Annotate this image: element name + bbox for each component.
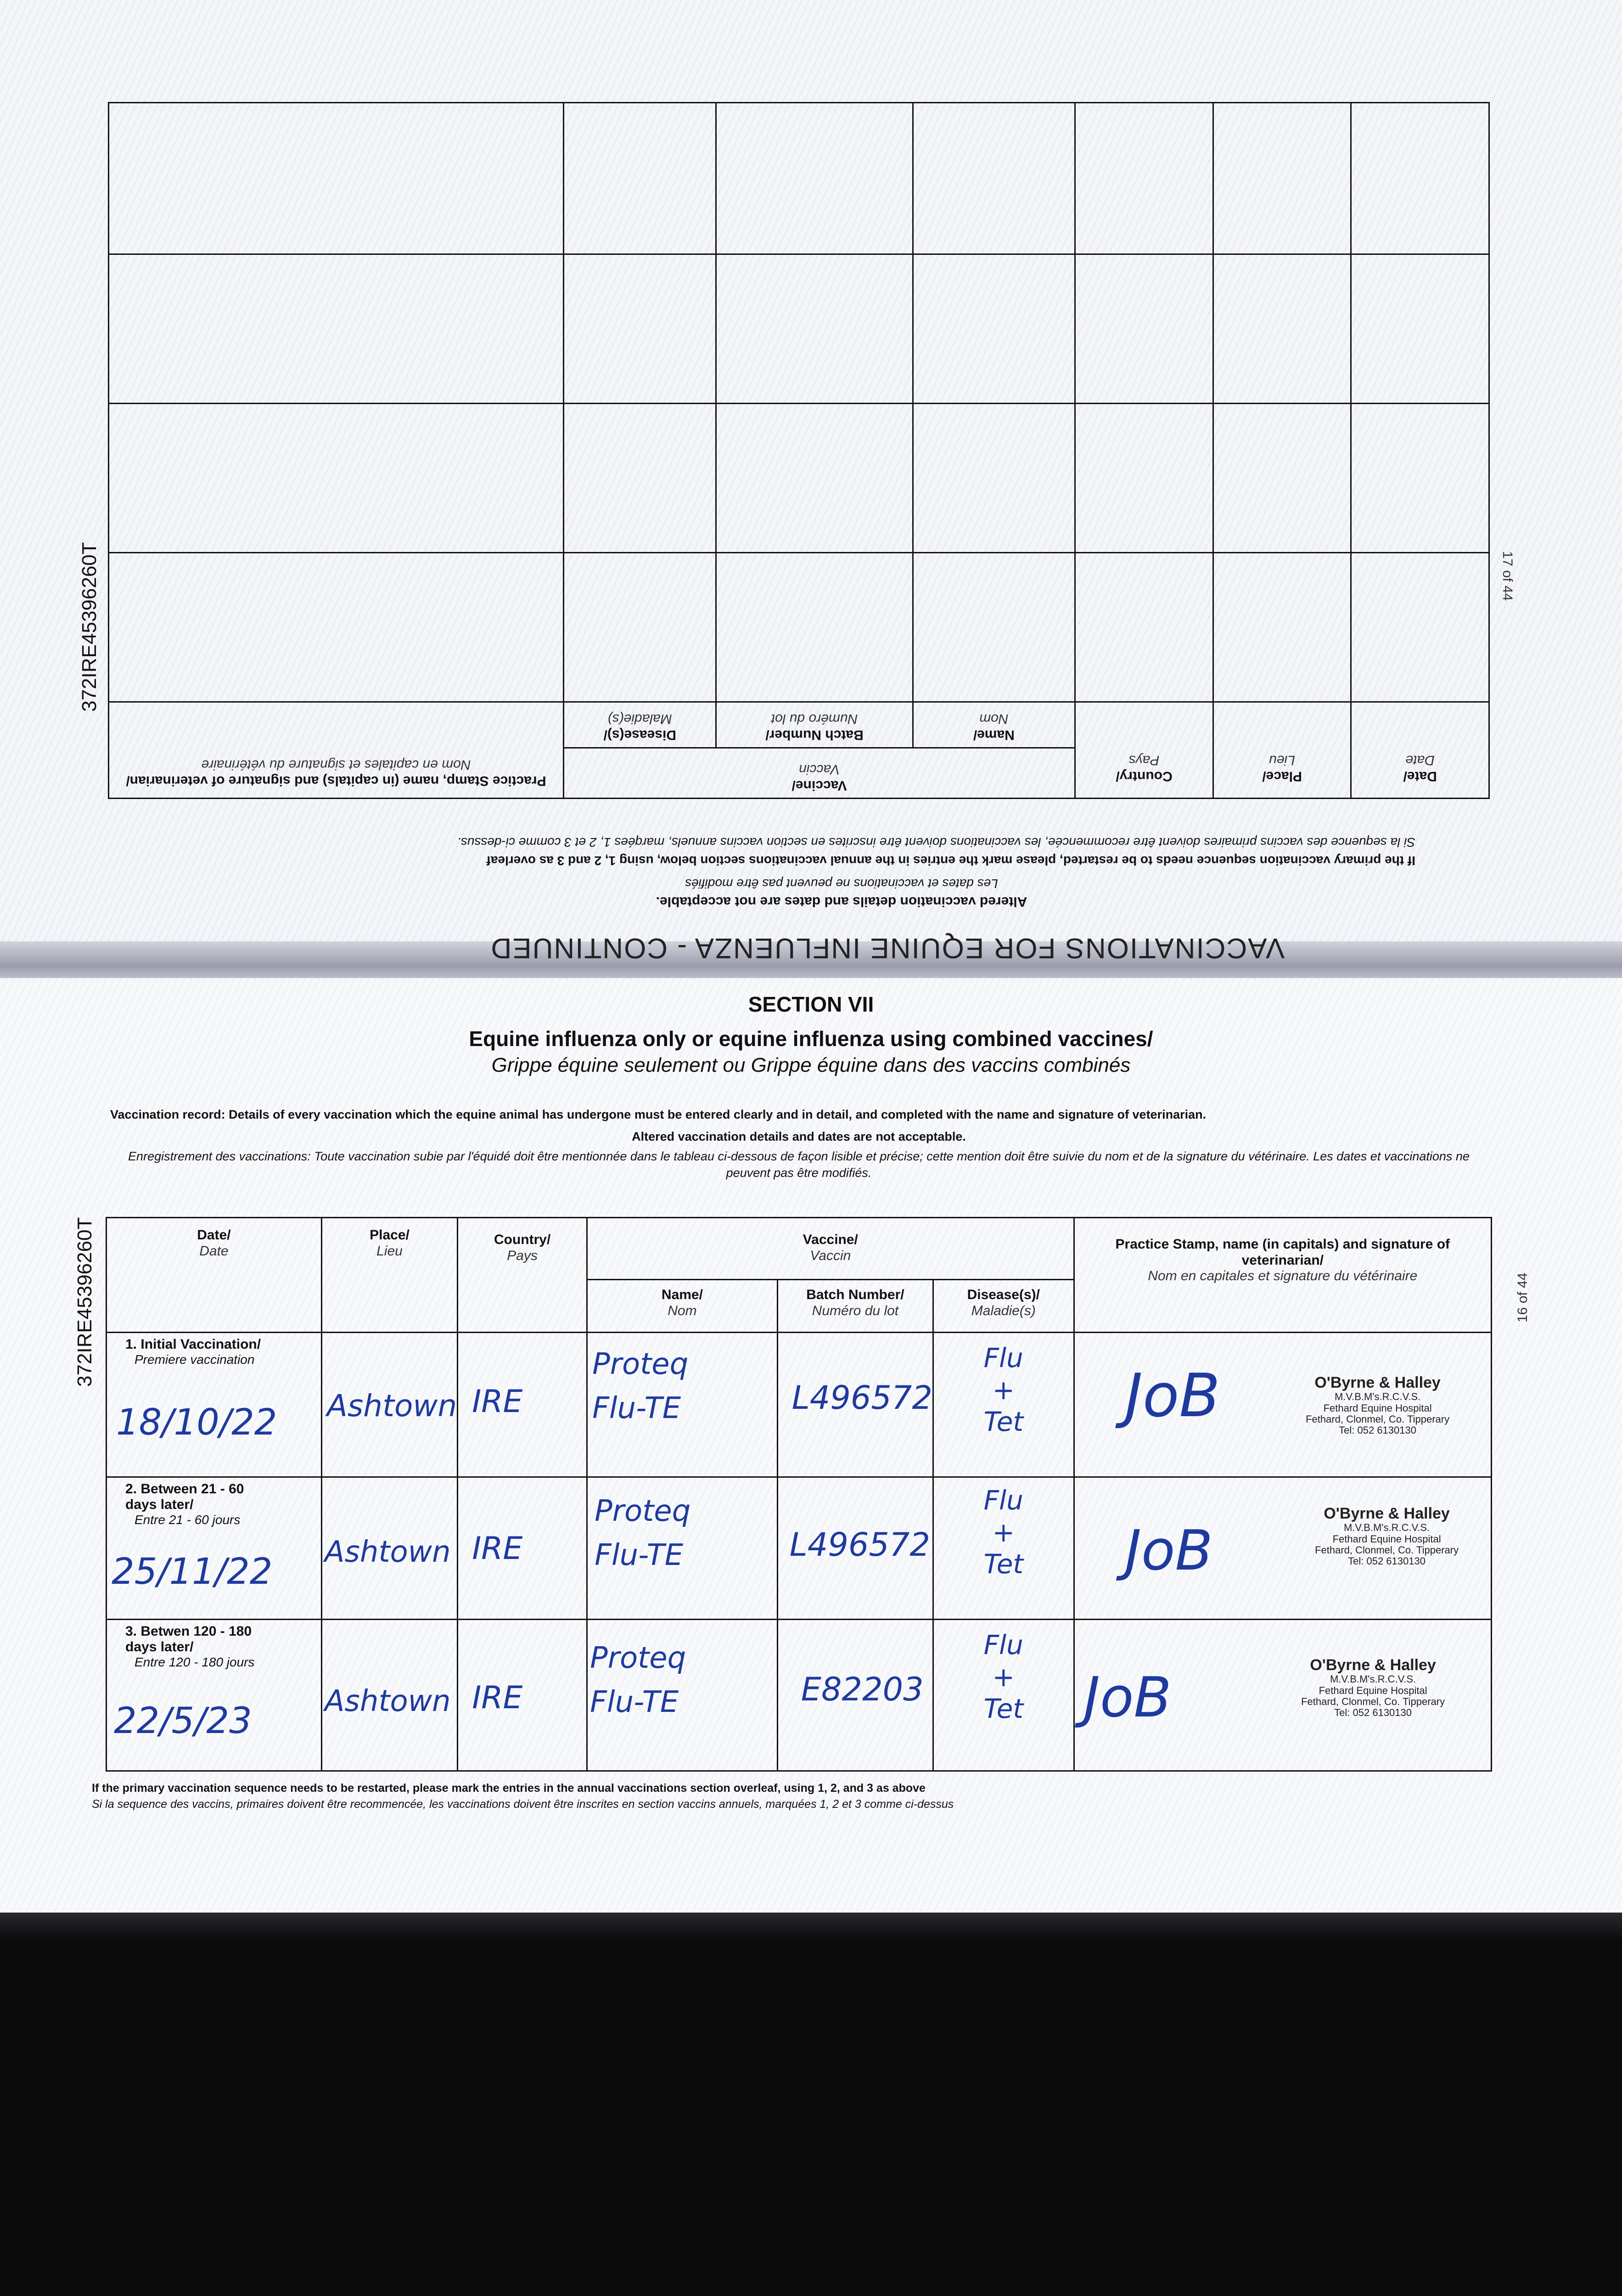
section-subtitle-en: Equine influenza only or equine influenza using combined vaccines/ [469, 1027, 1153, 1051]
row-3-country-cell [458, 1620, 587, 1771]
row-name-line-1: Proteq [595, 1494, 691, 1528]
vaccination-table [106, 1217, 1492, 1772]
header-name-fr: Nom [668, 1303, 697, 1318]
header-place [321, 1218, 457, 1333]
stamp-quals: M.V.B.M's.R.C.V.S. [1334, 1391, 1421, 1403]
record-en-2: Altered vaccination details and dates are not acceptable. [632, 1130, 966, 1143]
top-table-row [109, 404, 1489, 553]
header-vaccine-fr: Vaccin [810, 1248, 851, 1263]
header-name-en: Name/ [661, 1287, 703, 1302]
row-date: 25/11/22 [112, 1551, 273, 1593]
top-header-disease-en: Disease(s)/ [603, 727, 676, 743]
bottom-page-id: 372IRE45396260T [73, 1217, 96, 1387]
row-date: 22/5/23 [114, 1700, 252, 1742]
practice-stamp [1291, 1657, 1456, 1718]
row-1-date-cell [107, 1333, 322, 1477]
row-label: 1. Initial Vaccination/ [125, 1337, 261, 1352]
cover-edge [0, 1913, 1622, 1940]
top-table-row [109, 103, 1489, 254]
row-country: IRE [472, 1384, 523, 1420]
top-page-number: 17 of 44 [1500, 551, 1515, 601]
passport-cover [0, 1913, 1622, 2296]
row-date: 18/10/22 [116, 1402, 277, 1443]
top-header-name-en: Name/ [973, 727, 1015, 743]
row-disease-line-3: Tet [983, 1406, 1024, 1438]
row-country: IRE [472, 1680, 523, 1716]
row-1-name-cell [587, 1333, 778, 1477]
footer-en: If the primary vaccination sequence needs to be restarted, please mark the entries in the annual vaccinations section overleaf, using 1, 2, and 3 as above [92, 1782, 926, 1795]
header-vaccine [587, 1218, 1074, 1280]
row-label-fr: Entre 120 - 180 jours [135, 1655, 255, 1669]
stamp-hospital: Fethard Equine Hospital [1319, 1684, 1427, 1696]
top-table-row [109, 254, 1489, 404]
row-2-name-cell [587, 1477, 778, 1620]
row-3-disease-cell [933, 1620, 1074, 1771]
stamp-hospital: Fethard Equine Hospital [1323, 1402, 1432, 1414]
header-date-fr: Date [199, 1243, 229, 1259]
row-place: Ashtown [324, 1684, 451, 1718]
row-label: 3. Betwen 120 - 180 days later/ [125, 1624, 252, 1654]
top-page-table-wrap [108, 103, 1490, 799]
stamp-tel: Tel: 052 6130130 [1334, 1706, 1412, 1718]
vet-signature: JoB [1125, 1519, 1213, 1583]
row-disease-line-1: Flu [983, 1342, 1023, 1373]
header-place-fr: Lieu [376, 1243, 403, 1259]
top-header-place [1213, 702, 1351, 799]
row-disease-line-2: + [992, 1374, 1015, 1406]
top-page-restart-en: If the primary vaccination sequence needs to be restarted, please mark the entries in the annual vaccinations section below, using 1, 2 and 3 as overleaf [486, 854, 1415, 868]
row-2-country-cell [458, 1477, 587, 1620]
top-header-place-fr: Lieu [1269, 753, 1295, 768]
row-name-line-2: Flu-TE [592, 1391, 681, 1425]
top-page-restart-fr: Si la sequence des vaccins primaires doivent être recommencée, les vaccinations doivent être inscrites en section vaccins annuels, marqées 1, 2 et 3 comme ci-dessus. [457, 835, 1415, 850]
top-header-country-en: Country/ [1116, 769, 1173, 784]
top-header-disease [564, 702, 716, 748]
header-country-en: Country/ [494, 1232, 551, 1247]
record-en: Vaccination record: Details of every vaccination which the equine animal has undergone must be entered clearly and in detail, and completed with the name and signature of veterinarian. [110, 1108, 1207, 1121]
row-2-date-cell [107, 1477, 322, 1620]
stamp-address: Fethard, Clonmel, Co. Tipperary [1315, 1544, 1459, 1556]
row-1-disease-cell [933, 1333, 1074, 1477]
top-page-altered-fr: Les dates et vaccinations ne peuvent pas être modifiés [685, 877, 998, 891]
header-place-en: Place/ [370, 1227, 410, 1243]
row-country: IRE [472, 1531, 523, 1567]
stamp-tel: Tel: 052 6130130 [1348, 1555, 1426, 1567]
top-header-vaccine-en: Vaccine/ [791, 778, 847, 793]
top-page-heading: VACCINATIONS FOR EQUINE INFLUENZA - CONTINUED [490, 932, 1285, 964]
row-2-stamp-cell [1074, 1477, 1491, 1620]
row-disease-line-2: + [992, 1661, 1015, 1693]
top-header-stamp-fr: Nom en capitales et signature du vétérinaire [201, 757, 471, 773]
row-name-line-1: Proteq [590, 1641, 686, 1675]
stamp-tel: Tel: 052 6130130 [1339, 1424, 1416, 1436]
row-name-line-1: Proteq [592, 1347, 689, 1381]
row-1-place-cell [321, 1333, 457, 1477]
row-name-line-2: Flu-TE [595, 1538, 684, 1572]
row-1-batch-cell [777, 1333, 933, 1477]
top-header-batch [716, 702, 913, 748]
row-1-stamp-cell [1074, 1333, 1491, 1477]
header-name [587, 1280, 778, 1333]
row-3-place-cell [321, 1620, 457, 1771]
header-disease-en: Disease(s)/ [967, 1287, 1040, 1302]
top-header-disease-fr: Maladie(s) [607, 711, 672, 727]
row-place: Ashtown [324, 1535, 451, 1569]
header-country [458, 1218, 587, 1333]
row-2-batch-cell [777, 1477, 933, 1620]
table-row [107, 1620, 1492, 1771]
top-header-name [913, 702, 1075, 748]
top-header-batch-fr: Numéro du lot [771, 711, 858, 727]
stamp-address: Fethard, Clonmel, Co. Tipperary [1306, 1413, 1450, 1425]
row-label-fr: Entre 21 - 60 jours [135, 1513, 241, 1527]
top-header-date [1351, 702, 1489, 799]
top-header-name-fr: Nom [979, 711, 1009, 727]
stamp-name: O'Byrne & Halley [1310, 1656, 1436, 1674]
top-header-country [1075, 702, 1213, 799]
section-subtitle-fr: Grippe équine seulement ou Grippe équine dans des vaccins combinés [491, 1054, 1131, 1076]
row-batch: E82203 [801, 1671, 924, 1708]
stamp-name: O'Byrne & Halley [1314, 1374, 1441, 1391]
top-header-stamp [109, 702, 564, 799]
top-page-id: 372IRE45396260T [78, 542, 101, 712]
row-disease-line-1: Flu [983, 1629, 1023, 1660]
row-disease-line-3: Tet [983, 1693, 1024, 1725]
row-2-disease-cell [933, 1477, 1074, 1620]
top-header-date-en: Date/ [1403, 769, 1437, 784]
row-3-batch-cell [777, 1620, 933, 1771]
practice-stamp [1304, 1505, 1470, 1567]
row-3-date-cell [107, 1620, 322, 1771]
footer-fr: Si la sequence des vaccins, primaires doivent être recommencée, les vaccinations doivent être inscrites en section vaccins annuels, marquées 1, 2 et 3 comme ci-dessus [92, 1798, 954, 1811]
header-date-en: Date/ [197, 1227, 231, 1243]
stamp-hospital: Fethard Equine Hospital [1332, 1533, 1441, 1545]
row-label: 2. Between 21 - 60 days later/ [125, 1481, 244, 1512]
row-1-country-cell [458, 1333, 587, 1477]
row-name-line-2: Flu-TE [590, 1685, 679, 1719]
row-disease-line-3: Tet [983, 1548, 1024, 1580]
top-page-altered-en: Altered vaccination details and dates are not acceptable. [656, 894, 1027, 909]
table-row [107, 1333, 1492, 1477]
top-header-batch-en: Batch Number/ [765, 727, 864, 743]
stamp-name: O'Byrne & Halley [1324, 1505, 1450, 1522]
header-vaccine-en: Vaccine/ [803, 1232, 858, 1247]
top-vaccination-table [108, 102, 1490, 799]
stamp-quals: M.V.B.M's.R.C.V.S. [1330, 1673, 1416, 1685]
row-3-name-cell [587, 1620, 778, 1771]
header-batch-en: Batch Number/ [806, 1287, 904, 1302]
vet-signature: JoB [1083, 1666, 1172, 1730]
header-stamp-en: Practice Stamp, name (in capitals) and signature of veterinarian/ [1115, 1237, 1450, 1268]
stamp-quals: M.V.B.M's.R.C.V.S. [1343, 1522, 1430, 1534]
row-disease-line-2: + [992, 1516, 1015, 1548]
header-stamp [1074, 1218, 1491, 1333]
row-place: Ashtown [326, 1388, 457, 1424]
row-batch: L496572 [789, 1526, 930, 1564]
row-3-stamp-cell [1074, 1620, 1491, 1771]
top-header-vaccine-fr: Vaccin [799, 762, 840, 777]
table-row [107, 1477, 1492, 1620]
row-label-fr: Premiere vaccination [135, 1352, 255, 1367]
bottom-page-number: 16 of 44 [1515, 1272, 1530, 1322]
top-header-country-fr: Pays [1128, 753, 1160, 768]
header-disease-fr: Maladie(s) [971, 1303, 1036, 1318]
header-disease [933, 1280, 1074, 1333]
top-header-place-en: Place/ [1262, 769, 1302, 784]
vet-signature: JoB [1125, 1361, 1220, 1430]
stamp-address: Fethard, Clonmel, Co. Tipperary [1301, 1695, 1445, 1707]
top-header-vaccine [564, 748, 1075, 799]
header-batch [777, 1280, 933, 1333]
record-fr: Enregistrement des vaccinations: Toute vaccination subie par l'équidé doit être mentionnée dans le tableau ci-dessous de façon lisible et précise; cette mention doit être suivie du nom et de la signature du vétérinaire. Les dates et vaccinations ne peuvent pas être modifiés. [128, 1149, 1470, 1180]
top-page-text-block [0, 790, 1622, 983]
header-stamp-fr: Nom en capitales et signature du vétérinaire [1148, 1268, 1418, 1283]
header-batch-fr: Numéro du lot [812, 1303, 899, 1318]
row-batch: L496572 [791, 1379, 932, 1417]
row-2-place-cell [321, 1477, 457, 1620]
header-country-fr: Pays [507, 1248, 538, 1263]
top-header-stamp-en: Practice Stamp, name (in capitals) and signature of veterinarian/ [126, 773, 546, 788]
top-table-row [109, 553, 1489, 702]
section-title: SECTION VII [748, 992, 874, 1016]
practice-stamp [1295, 1374, 1460, 1436]
header-date [107, 1218, 322, 1333]
top-header-date-fr: Date [1405, 753, 1435, 768]
row-disease-line-1: Flu [983, 1485, 1023, 1516]
